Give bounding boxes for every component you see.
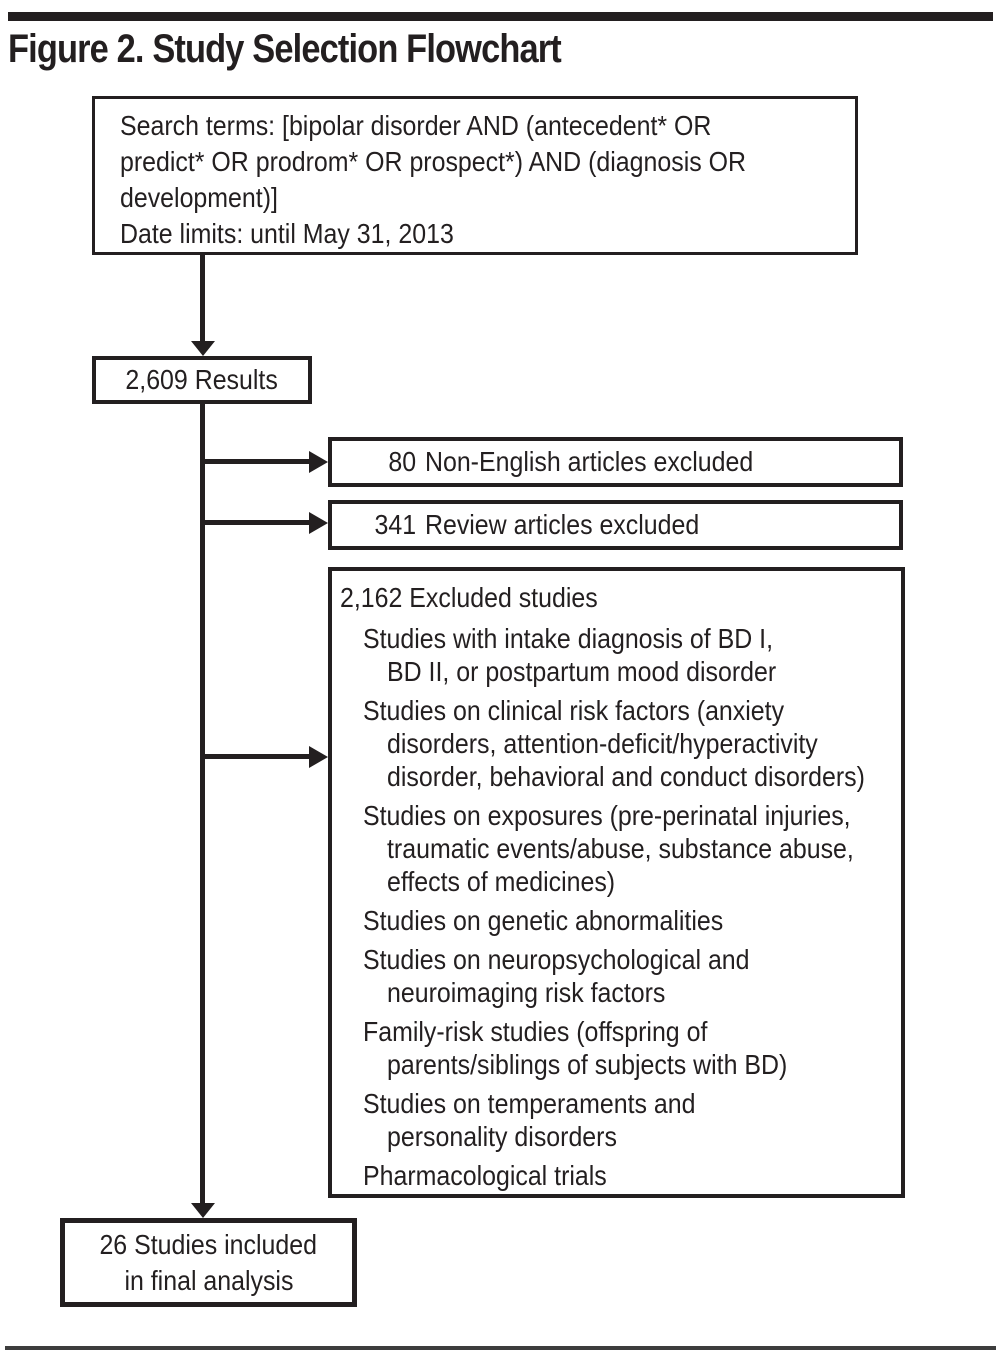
- excluded-item: [340, 1159, 895, 1192]
- final-included-line: 26 Studies included: [99, 1228, 318, 1260]
- results-label: 2,609 Results: [125, 364, 279, 395]
- excluded-item-line: Studies on exposures (pre-perinatal injuries,: [363, 800, 851, 831]
- excluded-studies-header: 2,162 Excluded studies: [340, 582, 598, 613]
- figure-title: Figure 2. Study Selection Flowchart: [8, 27, 561, 71]
- excluded-label-text: Non-English articles excluded: [424, 446, 754, 477]
- excluded-item: [340, 943, 895, 1009]
- excluded-item-line: Family-risk studies (offspring of: [363, 1016, 708, 1047]
- excluded-item-line: effects of medicines): [387, 866, 616, 897]
- excluded-studies-box: [328, 567, 905, 1198]
- review-excluded-box: [328, 500, 903, 550]
- excluded-item-line: personality disorders: [387, 1121, 617, 1152]
- arrowhead-right-icon: [309, 451, 328, 473]
- excluded-item-line: disorders, attention-deficit/hyperactivity: [387, 728, 818, 759]
- results-box: [92, 356, 312, 404]
- excluded-item-line: parents/siblings of subjects with BD): [387, 1049, 788, 1080]
- final-included-box: [60, 1218, 357, 1307]
- non-english-excluded-box: [328, 437, 903, 487]
- excluded-item-line: Studies with intake diagnosis of BD I,: [363, 623, 774, 654]
- excluded-item: [340, 1087, 895, 1153]
- excluded-item: [340, 622, 895, 688]
- review-excluded-label: [368, 507, 699, 543]
- excluded-item-line: Studies on clinical risk factors (anxiety: [363, 695, 785, 726]
- excluded-item: [340, 1015, 895, 1081]
- excluded-item-line: disorder, behavioral and conduct disorders): [387, 761, 865, 792]
- excluded-item: [340, 799, 895, 898]
- connector-search-to-results: [200, 255, 205, 343]
- excluded-item-line: Studies on temperaments and: [363, 1088, 696, 1119]
- arrowhead-right-icon: [309, 512, 328, 534]
- search-terms-box: [92, 96, 858, 255]
- excluded-count: 341: [374, 509, 417, 540]
- connector-branch-excluded-studies: [203, 754, 310, 759]
- excluded-list: [340, 622, 895, 1192]
- excluded-item-line: neuroimaging risk factors: [387, 977, 666, 1008]
- search-terms-line: development)]: [120, 182, 278, 213]
- arrowhead-right-icon: [309, 746, 328, 768]
- non-english-excluded-label: [368, 444, 753, 480]
- search-terms-line: predict* OR prodrom* OR prospect*) AND (diagnosis OR: [120, 146, 747, 177]
- excluded-item-line: Studies on neuropsychological and: [363, 944, 750, 975]
- excluded-item-line: Pharmacological trials: [363, 1160, 607, 1191]
- arrowhead-down-icon: [191, 341, 215, 356]
- excluded-item-line: Studies on genetic abnormalities: [363, 905, 724, 936]
- date-limits-line: Date limits: until May 31, 2013: [120, 218, 454, 249]
- top-rule: [8, 12, 993, 21]
- excluded-item-line: traumatic events/abuse, substance abuse,: [387, 833, 854, 864]
- excluded-item: [340, 694, 895, 793]
- bottom-rule: [5, 1346, 996, 1350]
- search-terms-line: Search terms: [bipolar disorder AND (antecedent* OR: [120, 110, 712, 141]
- excluded-item: [340, 904, 895, 937]
- excluded-item-line: BD II, or postpartum mood disorder: [387, 656, 777, 687]
- excluded-label-text: Review articles excluded: [424, 509, 700, 540]
- arrowhead-down-icon: [191, 1203, 215, 1218]
- excluded-count: 80: [388, 446, 417, 477]
- connector-branch-non-english: [203, 459, 310, 464]
- connector-branch-review: [203, 520, 310, 525]
- final-included-line: in final analysis: [124, 1264, 293, 1296]
